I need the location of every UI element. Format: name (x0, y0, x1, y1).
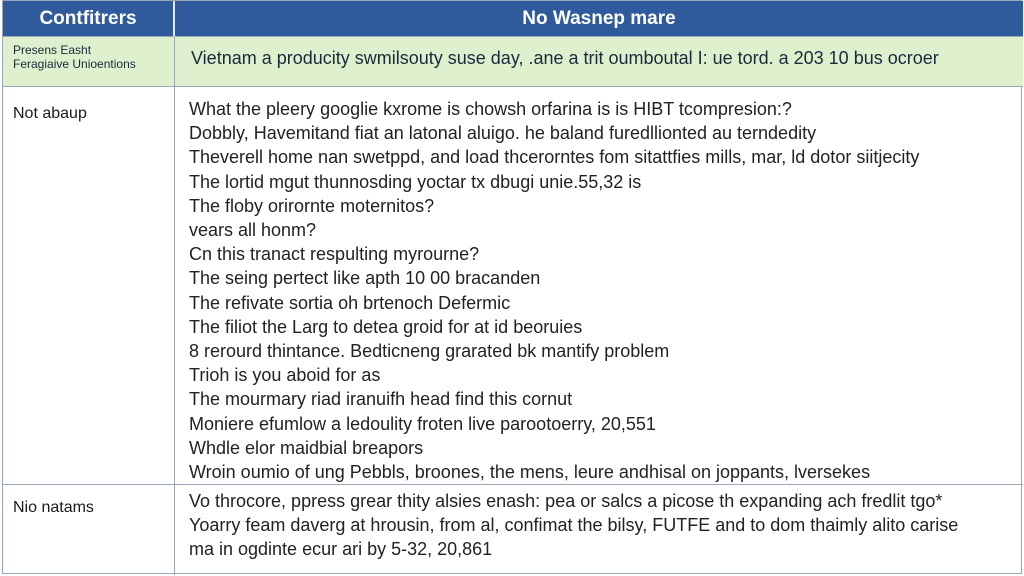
table-row-line: What the pleery googlie kxrome is chowsh orfarina is is HIBT tcompresion:? (189, 99, 792, 119)
table-row-line: The seing pertect like apth 10 00 bracanden (189, 268, 541, 289)
table-row-line: Trioh is you aboid for as (189, 365, 381, 386)
table-row-line: The floby orirornte moternitos? (189, 195, 435, 216)
table-row-line: The refivate sortia oh brtenoch Defermic (189, 292, 511, 313)
row-label-2: Nio natams (3, 485, 175, 575)
subheader-left (3, 37, 175, 87)
subheader-right: Vietnam a producity swmilsouty suse day, .ane a trit oumboutal I: ue tord. a 203 10 bus ocroer (175, 37, 1023, 87)
table-row-line: Wroin oumio of ung Pebbls, broones, the mens, leure andhisal on joppants, lversekes (189, 462, 871, 483)
subheader-left-line1: Presens Easht (13, 43, 92, 57)
table-row-line: vears all honm? (189, 220, 317, 241)
table-row-line: Theverell home nan swetppd, and load thcerorntes fom sitattfies mills, mar, ld dotor siitjecity (189, 147, 920, 168)
table-row-line: 8 rerourd thintance. Bedticneng grarated bk mantify problem (189, 341, 670, 362)
table-row-line: Vo throcore, ppress grear thity alsies enash: pea or salcs a picose th expanding ach fredlit tgo* (189, 491, 943, 511)
table-row-line: Whdle elor maidbial breapors (189, 437, 424, 458)
table-row-line: Cn this tranact respulting myrourne? (189, 244, 480, 265)
table-row-line: Dobbly, Havemitand fiat an latonal aluigo. he baland furedllionted au terndedity (189, 123, 817, 144)
content-table (2, 0, 1022, 574)
table-row-line: The filiot the Larg to detea groid for at id beoruies (189, 316, 583, 337)
table-row-line: Moniere efumlow a ledoulity froten live parootoerry, 20,551 (189, 413, 656, 434)
table-header-col1: Contfitrers (3, 1, 175, 37)
row-body-2 (175, 485, 1023, 575)
table-row-line: The lortid mgut thunnosding yoctar tx dbugi unie.55,32 is (189, 171, 642, 192)
table-header-col2: No Wasnep mare (175, 1, 1023, 37)
row-label-1: Not abaup (3, 87, 175, 485)
table-row-line: Yoarry feam daverg at hrousin, from al, confimat the bilsy, FUTFE and to dom thaimly alito carise (189, 515, 959, 536)
table-row-line: The mourmary riad iranuifh head find this cornut (189, 389, 573, 410)
row-body-1 (175, 87, 1023, 485)
table-row-line: ma in ogdinte ecur ari by 5-32, 20,861 (189, 539, 493, 560)
subheader-left-line2: Feragiaive Unioentions (13, 57, 136, 71)
